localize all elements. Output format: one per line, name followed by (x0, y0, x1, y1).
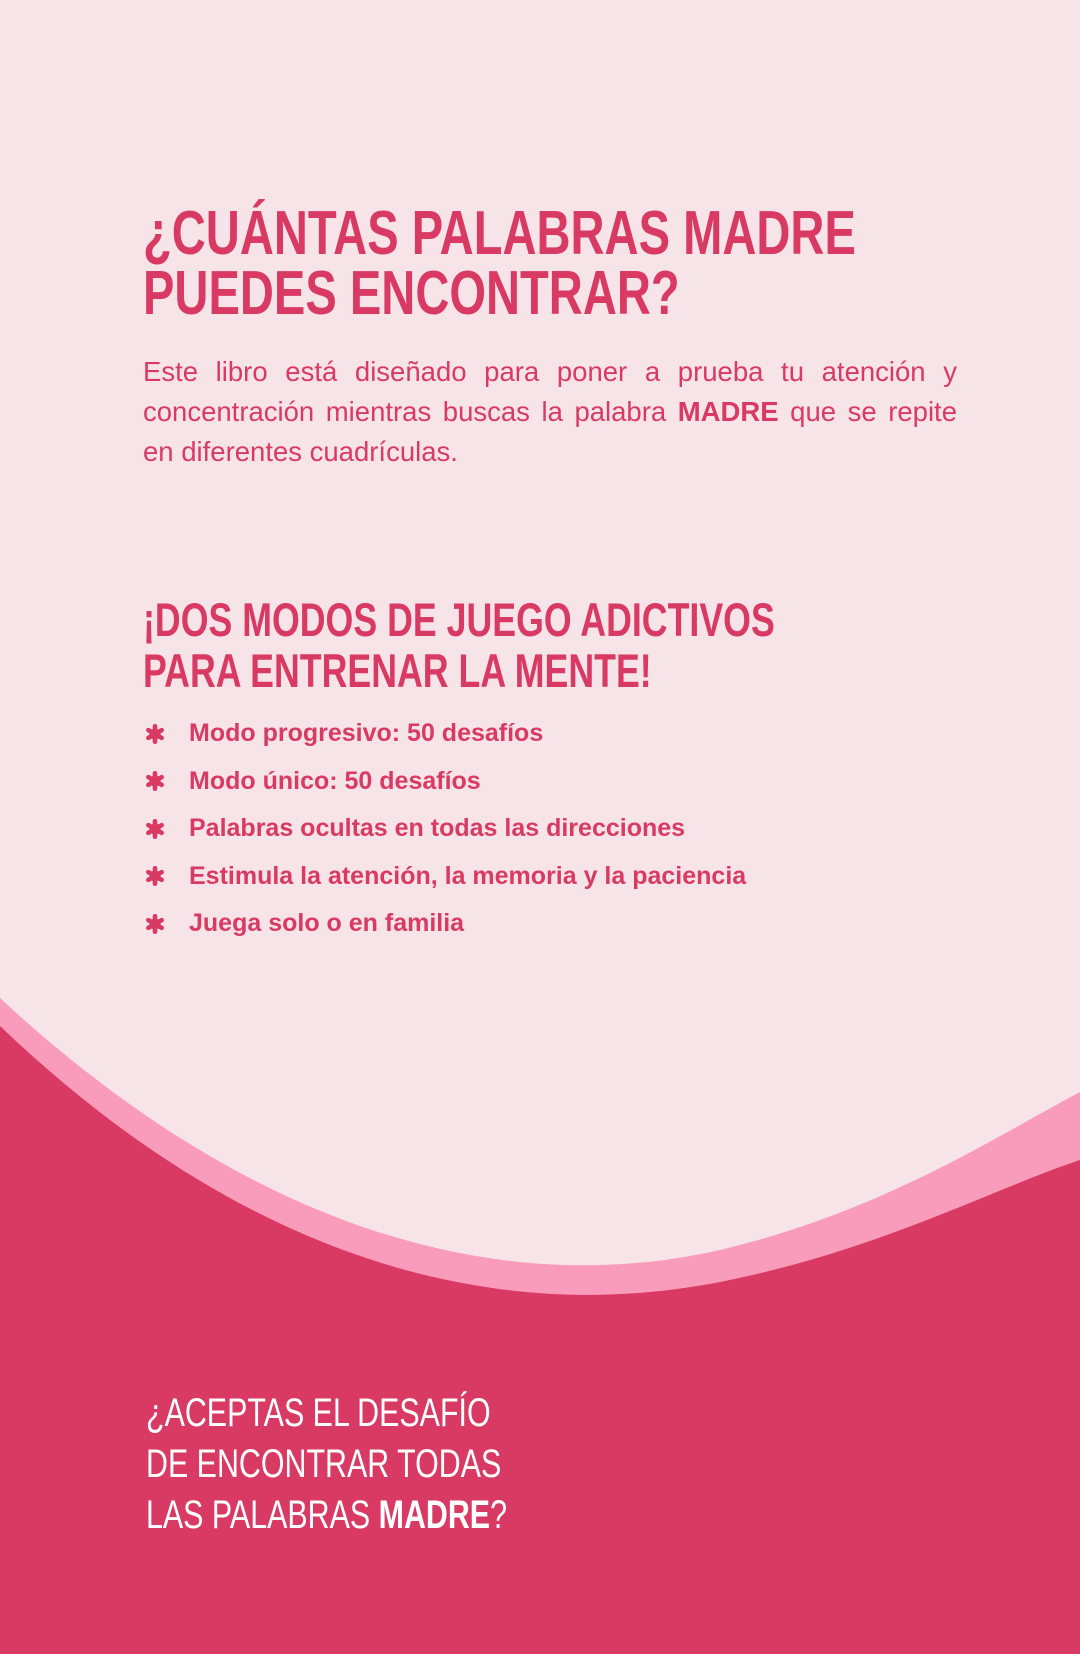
feature-item (143, 900, 746, 948)
feature-item (143, 710, 746, 758)
section2-heading (143, 594, 775, 696)
intro-paragraph (143, 352, 957, 472)
feature-label: Modo progresivo: 50 desafíos (189, 719, 544, 748)
closing-bold-word: MADRE (378, 1493, 491, 1537)
section2-heading-line1: ¡DOS MODOS DE JUEGO ADICTIVOS (143, 593, 775, 646)
feature-item (143, 805, 746, 853)
feature-label: Palabras ocultas en todas las direcciones (189, 814, 686, 843)
asterisk-bullet-icon (143, 722, 167, 746)
section1-heading (143, 199, 856, 328)
asterisk-bullet-icon (143, 769, 167, 793)
closing-line1: ¿ACEPTAS EL DESAFÍO (146, 1391, 491, 1435)
feature-label: Estimula la atención, la memoria y la paciencia (189, 861, 747, 890)
closing-line3-start: LAS PALABRAS (146, 1493, 379, 1537)
feature-item (143, 853, 746, 901)
asterisk-bullet-icon (143, 912, 167, 936)
closing-line3-end: ? (490, 1493, 507, 1537)
section2-heading-line2: PARA ENTRENAR LA MENTE! (143, 644, 652, 697)
feature-list (143, 710, 746, 948)
feature-item (143, 758, 746, 806)
feature-label: Juega solo o en familia (189, 909, 465, 938)
intro-text-start: Este libro está diseñado para poner a prueba tu atención y concentración mientras buscas la palabra (143, 356, 957, 427)
intro-bold-word: MADRE (677, 396, 779, 427)
section1-heading-line2: PUEDES ENCONTRAR? (143, 259, 680, 328)
intro-text-end: que se repite en diferentes cuadrículas. (143, 396, 957, 467)
closing-question (146, 1388, 507, 1541)
feature-label: Modo único: 50 desafíos (189, 766, 481, 795)
asterisk-bullet-icon (143, 864, 167, 888)
section1-heading-line1: ¿CUÁNTAS PALABRAS MADRE (143, 199, 856, 268)
asterisk-bullet-icon (143, 817, 167, 841)
closing-line2: DE ENCONTRAR TODAS (146, 1442, 502, 1486)
